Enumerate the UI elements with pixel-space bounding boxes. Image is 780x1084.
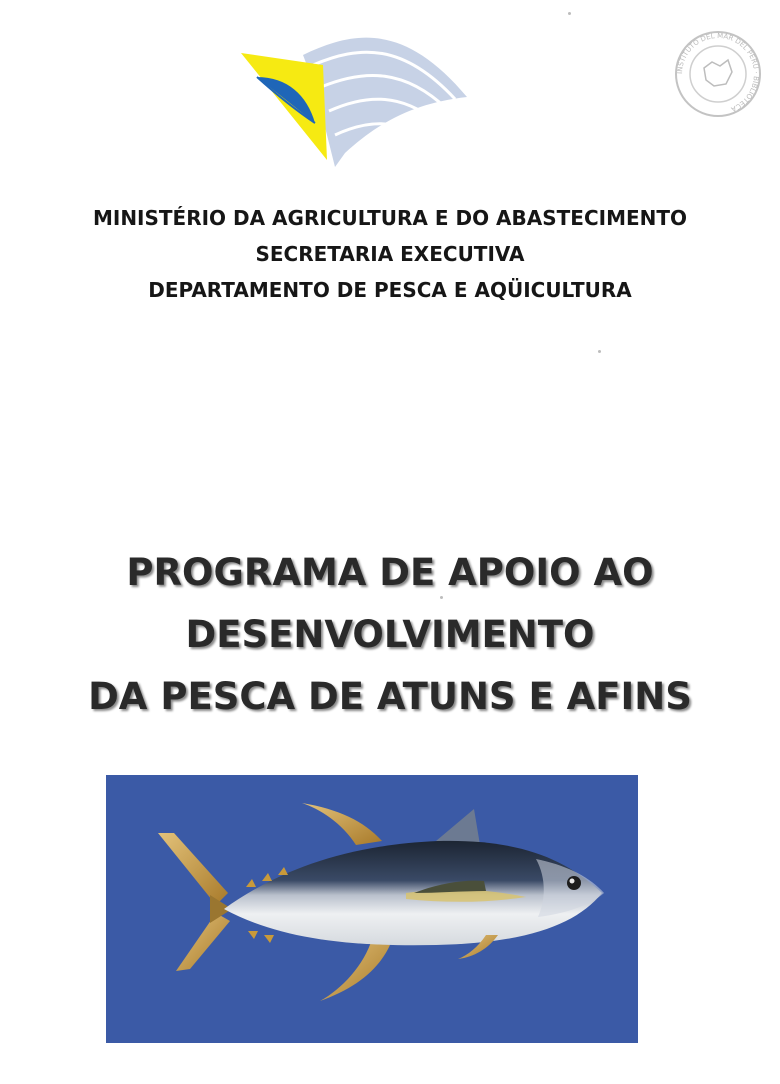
- scan-speck: [598, 350, 601, 353]
- title-line-1: PROGRAMA DE APOIO AO: [126, 551, 654, 594]
- ministry-header: [0, 200, 780, 308]
- ministry-flag-logo-icon: [235, 25, 475, 175]
- document-title: [0, 542, 780, 728]
- title-line-3: DA PESCA DE ATUNS E AFINS: [88, 675, 692, 718]
- title-line-2: DESENVOLVIMENTO: [185, 613, 595, 656]
- library-stamp-icon: [668, 28, 768, 123]
- scan-speck: [568, 12, 571, 15]
- svg-text:INSTITUTO DEL MAR DEL PERU · B: INSTITUTO DEL MAR DEL PERU · BIBLIOTECA: [675, 31, 761, 114]
- tuna-photo: [106, 775, 638, 1043]
- scan-speck: [440, 596, 443, 599]
- department-name: DEPARTAMENTO DE PESCA E AQÜICULTURA: [148, 278, 632, 302]
- yellowfin-tuna-illustration: [106, 775, 638, 1043]
- ministry-name: MINISTÉRIO DA AGRICULTURA E DO ABASTECIMENTO: [92, 206, 688, 230]
- secretariat-name: SECRETARIA EXECUTIVA: [255, 242, 525, 266]
- ministry-logo: [235, 25, 475, 175]
- library-stamp: [668, 28, 768, 123]
